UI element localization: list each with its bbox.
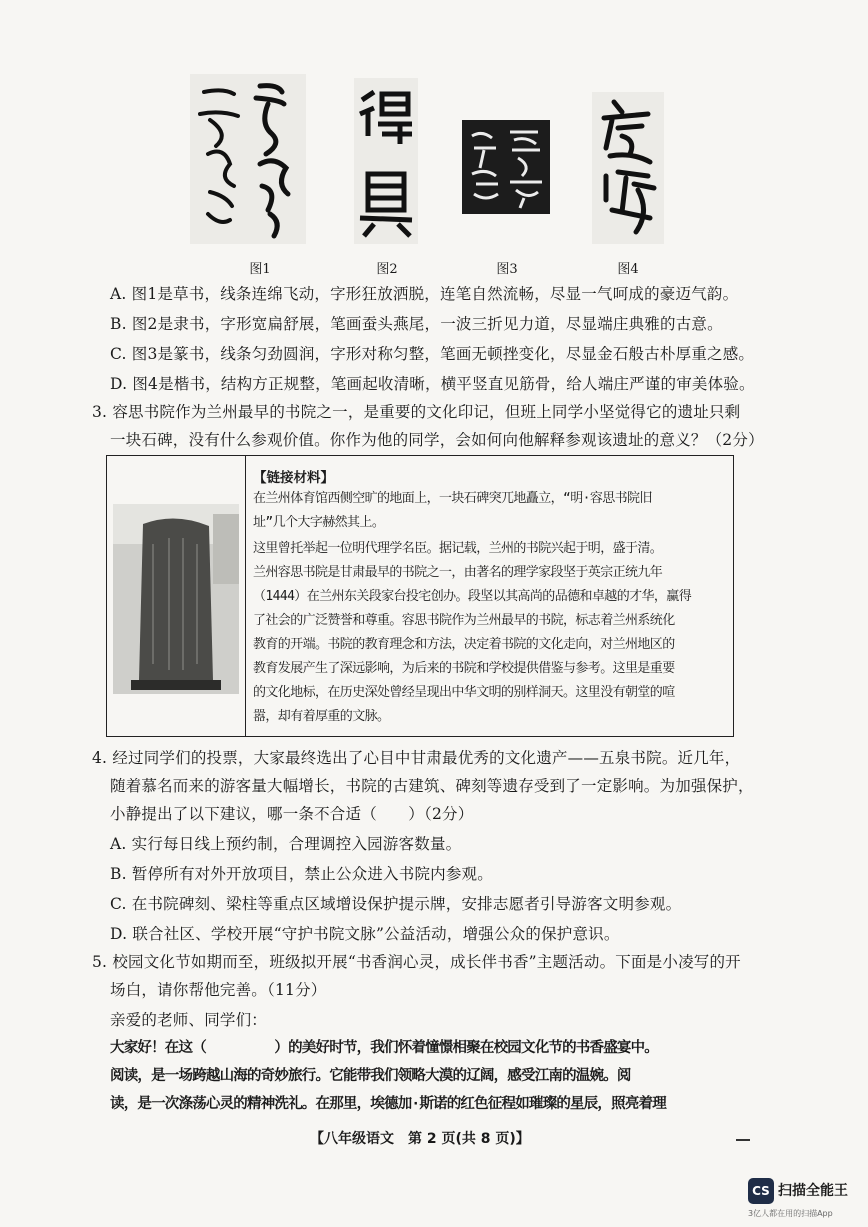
link-line-10: 嚣，却有着厚重的文脉。 xyxy=(253,709,390,724)
q3-line-2: 一块石碑，没有什么参观价值。你作为他的同学，会如何向他解释参观该遗址的意义？（2分） xyxy=(110,431,764,449)
link-line-4: 兰州容思书院是甘肃最早的书院之一，由著名的理学家段坚于英宗正统九年 xyxy=(253,565,663,580)
q5-speech-1: 大家好！在这（ ）的美好时节，我们怀着憧憬相聚在校园文化节的书香盛宴中。 xyxy=(110,1040,658,1056)
camscanner-logo-icon: CS xyxy=(748,1178,774,1204)
figure-1-calligraphy xyxy=(190,74,306,244)
q4-line-2: 随着慕名而来的游客量大幅增长，书院的古建筑、碑刻等遗存受到了一定影响。为加强保护， xyxy=(110,777,754,795)
figure-2-calligraphy xyxy=(354,78,418,244)
box-divider xyxy=(245,456,246,736)
q2-option-c: C. 图3是篆书，线条匀劲圆润，字形对称匀整，笔画无顿挫变化，尽显金石般古朴厚重之感。 xyxy=(110,345,755,363)
link-line-5: （1444）在兰州东关段家台投宅创办。段坚以其高尚的品德和卓越的才华，赢得 xyxy=(253,589,692,604)
q5-line-1: 5. 校园文化节如期而至，班级拟开展“书香润心灵，成长伴书香”主题活动。下面是小凌写的开 xyxy=(92,953,741,971)
stone-stele-photo xyxy=(113,504,239,694)
link-line-2: 址”几个大字赫然其上。 xyxy=(253,515,385,530)
q5-speech-2: 阅读，是一场跨越山海的奇妙旅行。它能带我们领略大漠的辽阔，感受江南的温婉。阅 xyxy=(110,1068,631,1084)
figure-1-caption: 图1 xyxy=(249,262,271,277)
page-footer: 【八年级语文 第 2 页(共 8 页)】 xyxy=(310,1131,530,1147)
watermark-subtitle: 3亿人都在用的扫描App xyxy=(748,1209,833,1218)
q2-option-d: D. 图4是楷书，结构方正规整，笔画起收清晰，横平竖直见筋骨，给人端庄严谨的审美体验。 xyxy=(110,375,755,393)
figure-3-caption: 图3 xyxy=(496,262,518,277)
q4-option-a: A. 实行每日线上预约制，合理调控入园游客数量。 xyxy=(110,835,462,853)
q5-salutation: 亲爱的老师、同学们： xyxy=(110,1011,268,1029)
clerical-script-image xyxy=(354,78,418,244)
q2-option-b: B. 图2是隶书，字形宽扁舒展，笔画蚕头燕尾，一波三折见力道，尽显端庄典雅的古意。 xyxy=(110,315,723,333)
q5-speech-3: 读，是一次涤荡心灵的精神洗礼。在那里，埃德加·斯诺的红色征程如璀璨的星辰，照亮着理 xyxy=(110,1096,666,1112)
q4-option-d: D. 联合社区、学校开展“守护书院文脉”公益活动，增强公众的保护意识。 xyxy=(110,925,620,943)
cursive-script-image xyxy=(190,74,306,244)
link-line-1: 在兰州体育馆西侧空旷的地面上，一块石碑突兀地矗立，“明·容思书院旧 xyxy=(253,491,652,506)
q2-option-a: A. 图1是草书，线条连绵飞动，字形狂放洒脱，连笔自然流畅，尽显一气呵成的豪迈气韵。 xyxy=(110,285,739,303)
scanner-watermark xyxy=(748,1176,866,1226)
q4-line-3: 小静提出了以下建议，哪一条不合适（ ）（2分） xyxy=(110,805,474,823)
figure-2-caption: 图2 xyxy=(376,262,398,277)
regular-script-image xyxy=(592,92,664,244)
figure-4-calligraphy xyxy=(592,92,664,244)
link-material-title: 【链接材料】 xyxy=(253,470,334,486)
link-line-6: 了社会的广泛赞誉和尊重。容思书院作为兰州最早的书院，标志着兰州系统化 xyxy=(253,613,675,628)
q4-option-b: B. 暂停所有对外开放项目，禁止公众进入书院内参观。 xyxy=(110,865,493,883)
link-line-8: 教育发展产生了深远影响，为后来的书院和学校提供借鉴与参考。这里是重要 xyxy=(253,661,675,676)
figure-4-caption: 图4 xyxy=(617,262,639,277)
q3-line-1: 3. 容思书院作为兰州最早的书院之一，是重要的文化印记，但班上同学小坚觉得它的遗址只剩 xyxy=(92,403,741,421)
link-line-3: 这里曾托举起一位明代理学名臣。据记载，兰州的书院兴起于明，盛于清。 xyxy=(253,541,663,556)
q4-line-1: 4. 经过同学们的投票，大家最终选出了心目中甘肃最优秀的文化遗产——五泉书院。近几年， xyxy=(92,749,741,767)
q5-line-2: 场白，请你帮他完善。（11分） xyxy=(110,981,327,999)
watermark-name: 扫描全能王 xyxy=(778,1183,848,1199)
link-line-7: 教育的开端。书院的教育理念和方法，决定着书院的文化走向，对兰州地区的 xyxy=(253,637,675,652)
figure-3-calligraphy xyxy=(462,120,550,214)
footer-dash xyxy=(736,1139,750,1141)
q4-option-c: C. 在书院碑刻、梁柱等重点区域增设保护提示牌，安排志愿者引导游客文明参观。 xyxy=(110,895,682,913)
link-line-9: 的文化地标，在历史深处曾经呈现出中华文明的别样洞天。这里没有朝堂的喧 xyxy=(253,685,675,700)
link-material-box xyxy=(106,455,734,737)
seal-script-image xyxy=(462,120,550,214)
